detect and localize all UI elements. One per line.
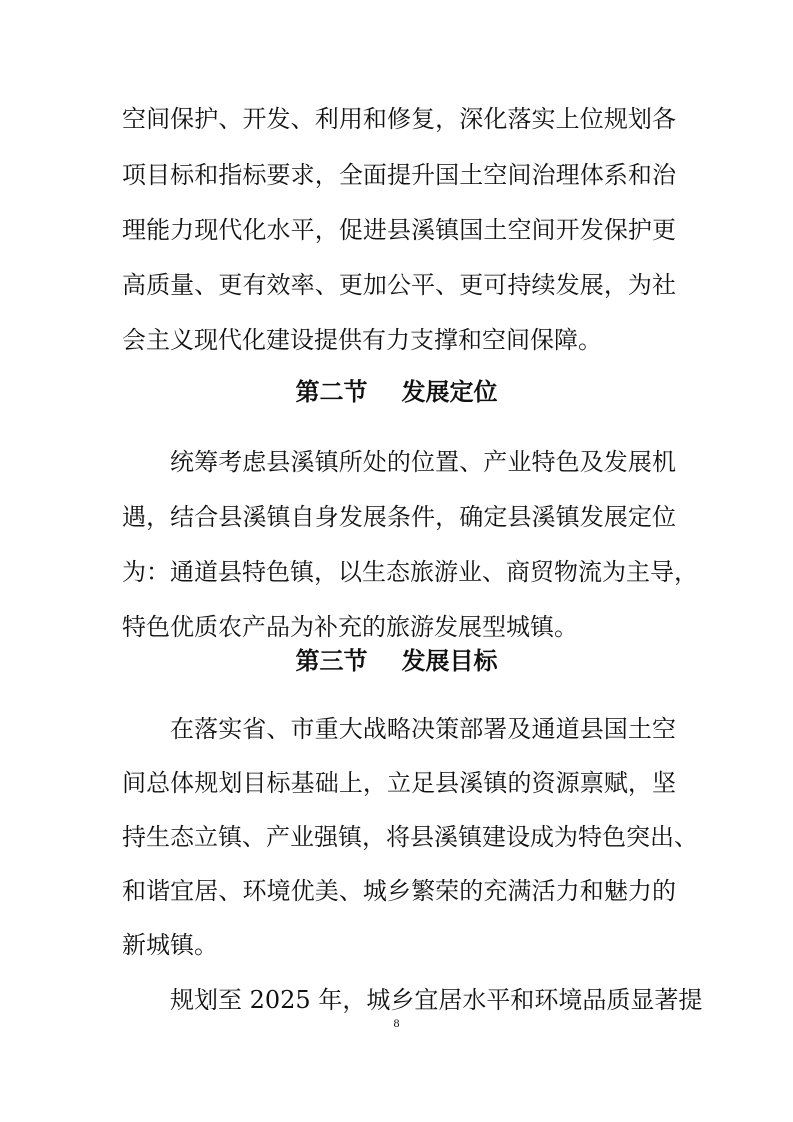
body-text-line: 理能力现代化水平，促进县溪镇国土空间开发保护更 — [122, 216, 676, 244]
body-text-line: 和谐宜居、环境优美、城乡繁荣的充满活力和魅力的 — [122, 877, 676, 905]
body-text-line: 项目标和指标要求，全面提升国土空间治理体系和治 — [122, 161, 676, 189]
body-text-line: 为：通道县特色镇，以生态旅游业、商贸物流为主导， — [122, 558, 698, 586]
body-text-line: 新城镇。 — [122, 931, 218, 959]
section-number: 第二节 — [295, 378, 368, 406]
body-text-line: 规划至 2025 年，城乡宜居水平和环境品质显著提 — [170, 986, 703, 1014]
section-heading — [0, 377, 793, 407]
section-number: 第三节 — [295, 647, 368, 675]
body-text-line: 特色优质农产品为补充的旅游发展型城镇。 — [122, 613, 578, 641]
body-text-line: 持生态立镇、产业强镇，将县溪镇建设成为特色突出、 — [122, 823, 698, 851]
section-title: 发展目标 — [401, 647, 498, 675]
section-title: 发展定位 — [401, 378, 498, 406]
body-text-line: 在落实省、市重大战略决策部署及通道县国土空 — [170, 715, 676, 743]
body-text-line: 会主义现代化建设提供有力支撑和空间保障。 — [122, 326, 602, 354]
body-text-line: 统筹考虑县溪镇所处的位置、产业特色及发展机 — [170, 448, 676, 476]
page-number: 8 — [393, 1016, 400, 1030]
body-text-line: 空间保护、开发、利用和修复，深化落实上位规划各 — [122, 105, 676, 133]
body-text-line: 高质量、更有效率、更加公平、更可持续发展，为社 — [122, 271, 676, 299]
body-text-line: 遇，结合县溪镇自身发展条件，确定县溪镇发展定位 — [122, 503, 676, 531]
body-text-line: 间总体规划目标基础上，立足县溪镇的资源禀赋，坚 — [122, 769, 676, 797]
section-heading — [0, 646, 793, 676]
